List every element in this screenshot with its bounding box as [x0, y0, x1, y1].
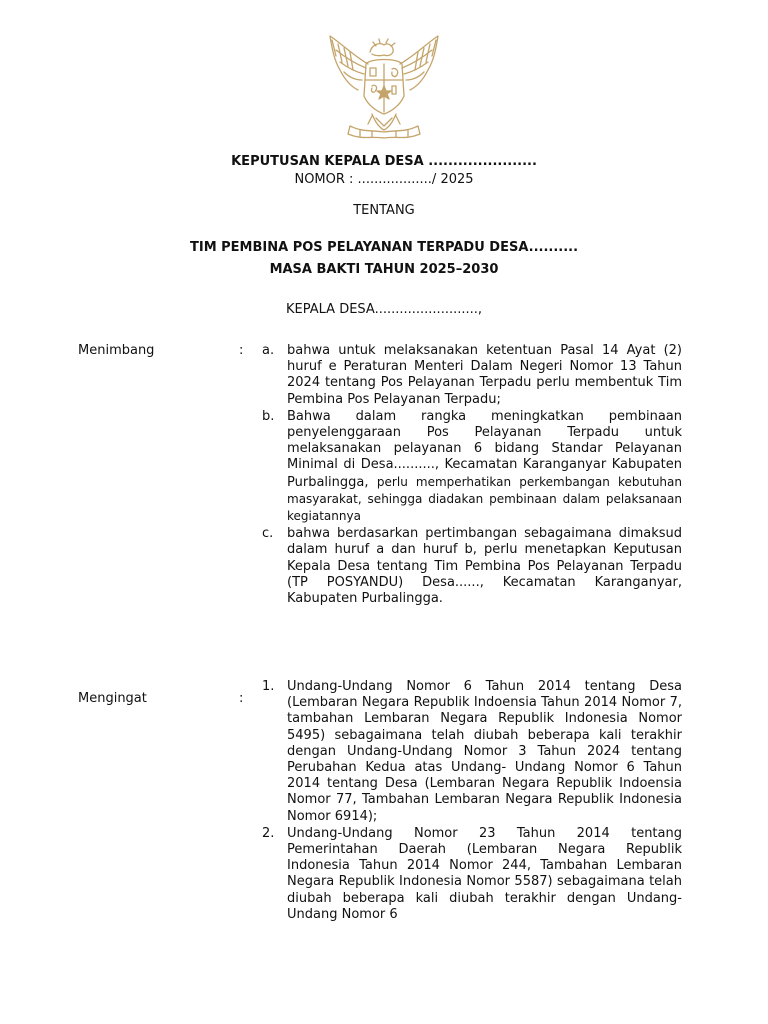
- item-marker: 2.: [262, 825, 275, 841]
- menimbang-label: Menimbang: [78, 343, 155, 358]
- item-marker: 1.: [262, 679, 275, 694]
- mengingat-label: Mengingat: [78, 691, 147, 706]
- item-text: bahwa untuk melaksanakan ketentuan Pasal 14 Ayat (2) huruf e Peraturan Menteri Dalam Negeri Nomor 13 Tahun 2024 tentang Pos Pelayanan Terpadu perlu membentuk Tim Pembina Pos Pelayanan Terpadu;: [287, 343, 682, 407]
- garuda-pancasila-emblem-icon: [310, 34, 458, 142]
- item-text: Undang-Undang Nomor 6 Tahun 2014 tentang Desa (Lembaran Negara Republik Indoensia Tahun 2014 Nomor 7, tambahan Lembaran Negara Republik Indonesia Nomor 5495) sebagaimana telah diubah beberapa kali terakhir dengan Undang-Undang Nomor 3 Tahun 2024 tentang Perubahan Kedua atas Undang- Undang Nomor 6 Tahun 2014 tentang Desa (Lembaran Negara Republik Indoensia Nomor 77, Tambahan Lembaran Negara Republik Indonesia Nomor 6914);: [287, 679, 682, 824]
- list-item: [262, 343, 682, 408]
- mengingat-list: [262, 679, 682, 923]
- item-marker: c.: [262, 526, 274, 542]
- list-item: [262, 826, 682, 923]
- menimbang-colon: :: [239, 343, 244, 358]
- item-marker: a.: [262, 343, 275, 358]
- item-text: bahwa berdasarkan pertimbangan sebagaimana dimaksud dalam huruf a dan huruf b, perlu menetapkan Keputusan Kepala Desa tentang Tim Pembina Pos Pelayanan Terpadu (TP POSYANDU) Desa......, Kecamatan Karanganyar, Kabupaten Purbalingga.: [287, 526, 682, 607]
- list-item: [262, 526, 682, 607]
- item-text: Undang-Undang Nomor 23 Tahun 2014 tentang Pemerintahan Daerah (Lembaran Negara Republik Indonesia Tahun 2014 Nomor 244, Tambahan Lembaran Negara Republik Indonesia Nomor 5587) sebagaimana telah diubah beberapa kali diubah terakhir dengan Undang-Undang Nomor 6: [287, 825, 682, 922]
- list-item: [262, 679, 682, 825]
- decree-number: NOMOR : ................../ 2025: [294, 172, 474, 187]
- list-item: [262, 409, 682, 525]
- issuer-heading: KEPALA DESA.........................,: [285, 302, 483, 317]
- decree-title: KEPUTUSAN KEPALA DESA ......................: [231, 154, 537, 169]
- about-heading: TENTANG: [353, 203, 415, 218]
- item-marker: b.: [262, 408, 275, 424]
- item-text-wrapper: [287, 409, 682, 525]
- item-text: Bahwa dalam rangka meningkatkan pembinaan penyelenggaraan Pos Pelayanan Terpadu untuk melaksanakan pelayanan 6 bidang Standar Pelayanan Minimal di Desa.........., Kecamatan Karanganyar Kabupaten Purbalingga,: [287, 408, 682, 490]
- subject-line-1: TIM PEMBINA POS PELAYANAN TERPADU DESA..........: [189, 240, 579, 255]
- subject-line-2: MASA BAKTI TAHUN 2025–2030: [269, 262, 499, 277]
- menimbang-list: [262, 343, 682, 607]
- mengingat-colon: :: [239, 691, 244, 706]
- item-text-small: perlu memperhatikan perkembangan kebutuhan masyarakat, sehingga diadakan pembinaan dalam pelaksanaan kegiatannya: [287, 474, 682, 524]
